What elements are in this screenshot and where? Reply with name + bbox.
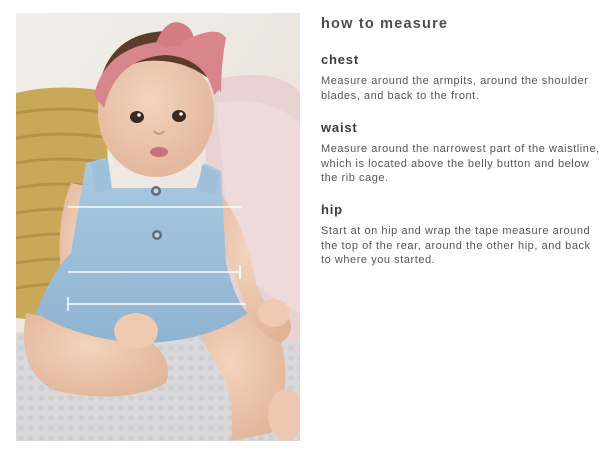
hip-heading: hip <box>321 202 343 217</box>
section-hip <box>321 202 601 268</box>
measure-guide <box>321 13 601 267</box>
baby-measurement-photo <box>16 13 300 441</box>
chest-heading: chest <box>321 52 359 67</box>
hip-text: Start at on hip and wrap the tape measure around the top of the rear, around the other hip, and back to where you started. <box>321 225 591 267</box>
chest-text: Measure around the armpits, around the shoulder blades, and back to the front. <box>321 75 589 102</box>
guide-title: how to measure <box>321 16 449 32</box>
section-chest <box>321 52 601 103</box>
waist-text: Measure around the narrowest part of the waistline, which is located above the belly button and below the rib cage. <box>321 143 600 185</box>
waist-heading: waist <box>321 120 358 135</box>
section-waist <box>321 120 601 186</box>
